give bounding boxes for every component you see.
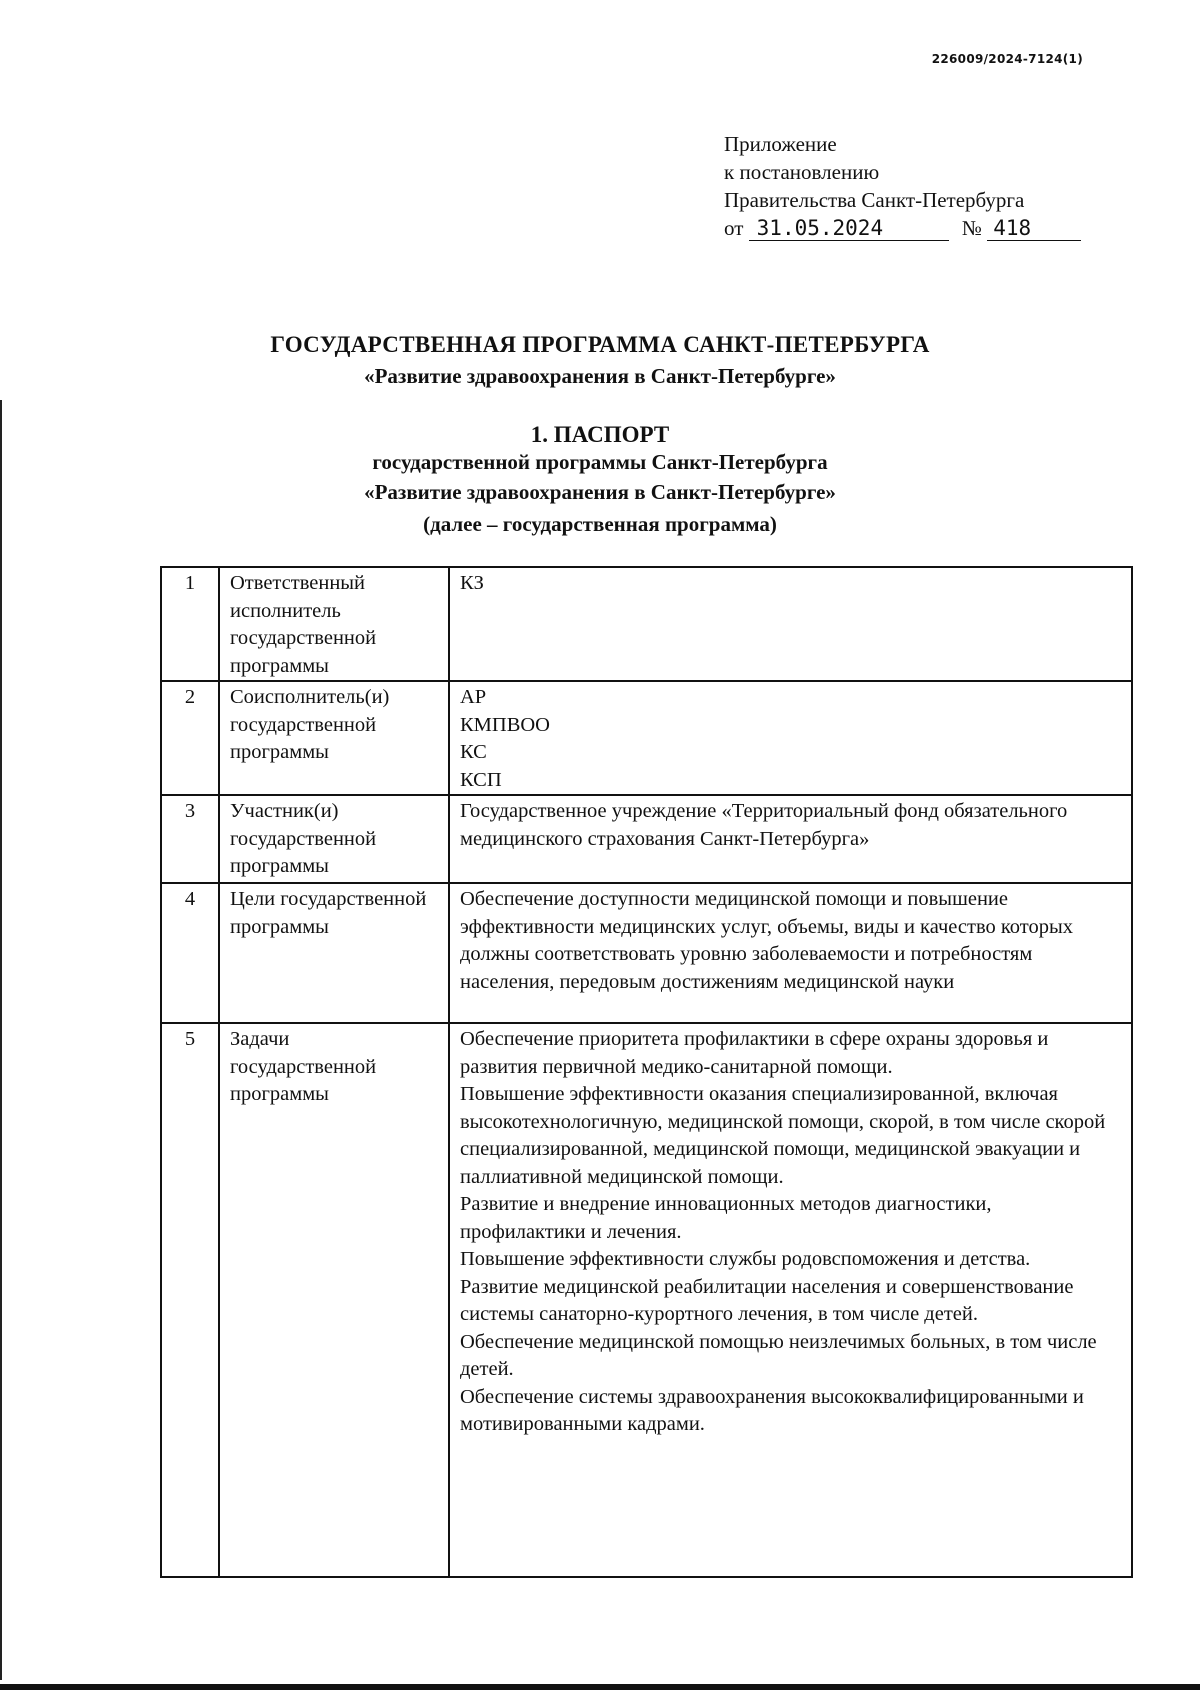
table-row (161, 1023, 1132, 1577)
row-value (449, 567, 1132, 681)
table-row (161, 795, 1132, 883)
row-value (449, 681, 1132, 795)
row-label: Участник(и) государственной программы (219, 795, 449, 883)
appendix-line-1: Приложение (724, 132, 837, 156)
program-subtitle: «Развитие здравоохранения в Санкт-Петербурге» (364, 364, 836, 388)
value-line: Повышение эффективности оказания специализированной, включая высокотехнологичную, медицинской помощи, скорой, в том числе скорой специализированной, медицинской помощи, медицинской эвакуации и паллиативной медицинской помощи. (460, 1083, 1106, 1188)
appendix-line-3: Правительства Санкт-Петербурга (724, 188, 1025, 212)
row-label: Ответственный исполнитель государственной программы (219, 567, 449, 681)
section-heading: 1. ПАСПОРТ (530, 422, 670, 447)
row-value (449, 795, 1132, 883)
value-line: Повышение эффективности службы родовспоможения и детства. (460, 1248, 1031, 1270)
decree-date: 31.05.2024 (749, 216, 949, 241)
row-label: Задачи государственной программы (219, 1023, 449, 1577)
value-line: Обеспечение доступности медицинской помощи и повышение эффективности медицинских услуг, объемы, виды и качество которых должны соответствовать уровню заболеваемости и потребностям населения, передовым достижениям медицинской науки (460, 888, 1073, 993)
value-line: Обеспечение медицинской помощью неизлечимых больных, в том числе детей. (460, 1330, 1097, 1380)
row-value (449, 883, 1132, 1023)
value-line: Развитие медицинской реабилитации населения и совершенствование системы санаторно-курортного лечения, в том числе детей. (460, 1275, 1074, 1325)
row-label: Соисполнитель(и) государственной программы (219, 681, 449, 795)
value-line: Развитие и внедрение инновационных методов диагностики, профилактики и лечения. (460, 1193, 992, 1243)
table-row (161, 883, 1132, 1023)
value-line: Обеспечение приоритета профилактики в сфере охраны здоровья и развития первичной медико-санитарной помощи. (460, 1028, 1049, 1078)
row-number: 2 (161, 681, 219, 795)
passport-table (160, 566, 1133, 1578)
table-row (161, 681, 1132, 795)
number-sign: № (961, 216, 982, 240)
value-line: КМПВОО (460, 713, 550, 736)
scan-left-edge (0, 400, 2, 1680)
scan-bottom-edge (0, 1684, 1200, 1690)
date-prefix: от (724, 216, 744, 240)
value-line: КСП (460, 768, 502, 791)
value-line: КС (460, 741, 487, 763)
row-label: Цели государственной программы (219, 883, 449, 1023)
value-line: КЗ (460, 572, 484, 594)
row-number: 5 (161, 1023, 219, 1577)
table-row (161, 567, 1132, 681)
row-number: 1 (161, 567, 219, 681)
program-title: ГОСУДАРСТВЕННАЯ ПРОГРАММА САНКТ-ПЕТЕРБУРГА (270, 332, 930, 357)
appendix-block (724, 130, 1081, 242)
value-line: Обеспечение системы здравоохранения высококвалифицированными и мотивированными кадрами. (460, 1385, 1084, 1435)
row-number: 4 (161, 883, 219, 1023)
appendix-date-line (724, 214, 1081, 242)
value-line: Государственное учреждение «Территориальный фонд обязательного медицинского страхования Санкт-Петербурга» (460, 800, 1068, 850)
section-heading-line-2: «Развитие здравоохранения в Санкт-Петербурге» (364, 480, 836, 504)
decree-number: 418 (987, 216, 1081, 241)
section-heading-line-3: (далее – государственная программа) (423, 512, 777, 536)
value-line: АР (460, 686, 487, 708)
appendix-line-2: к постановлению (724, 160, 880, 184)
row-value (449, 1023, 1132, 1577)
row-number: 3 (161, 795, 219, 883)
document-id: 226009/2024-7124(1) (931, 52, 1083, 66)
section-heading-line-1: государственной программы Санкт-Петербурга (372, 450, 828, 474)
